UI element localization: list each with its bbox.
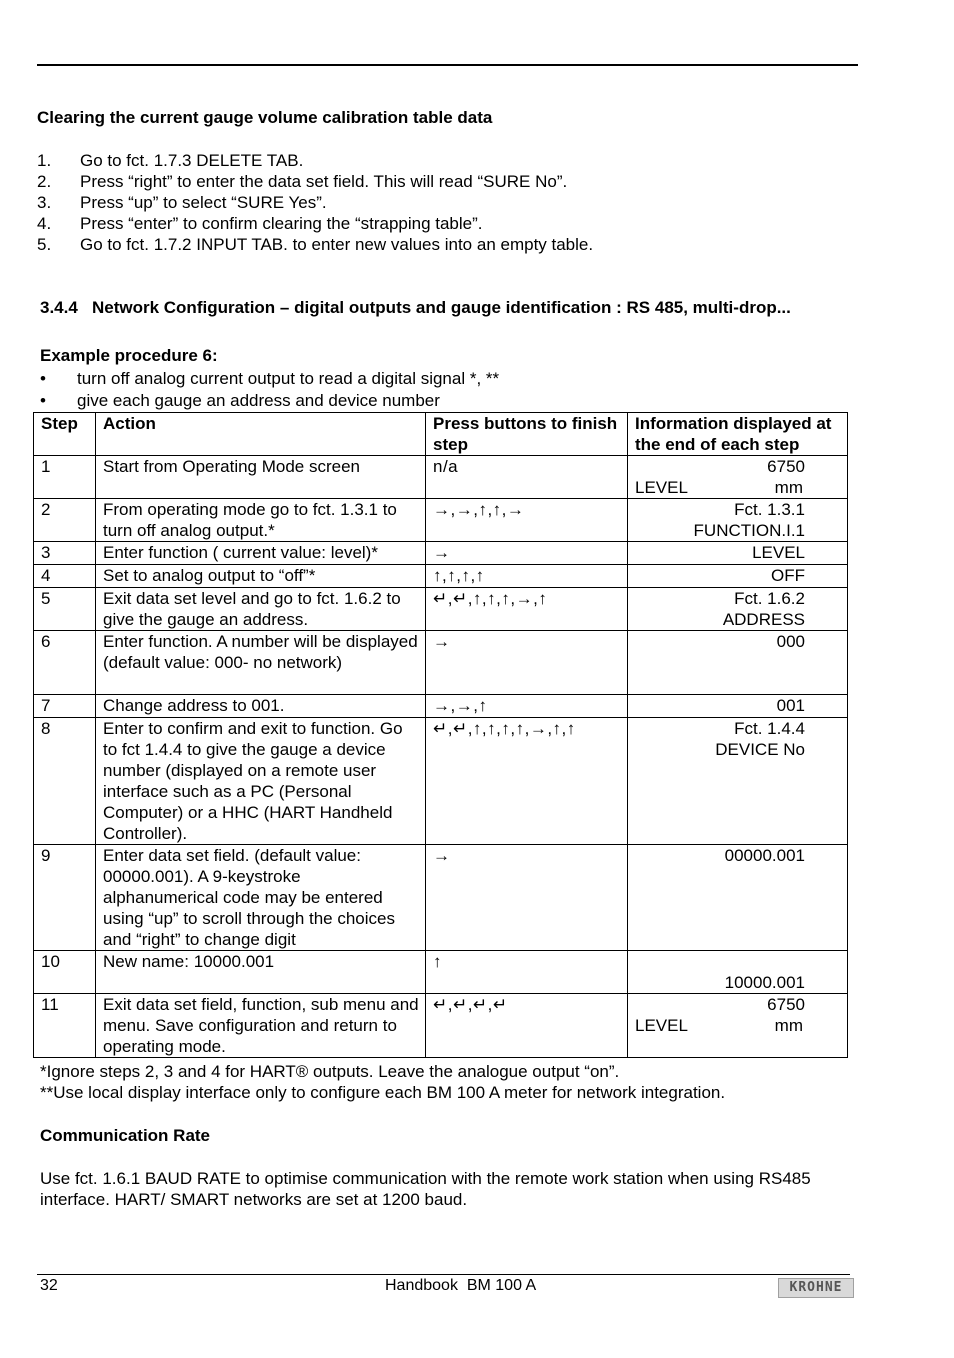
keys-cell: →,→,↑,↑,→ <box>426 499 628 542</box>
table-header-row <box>34 413 848 456</box>
info-cell: 001 <box>628 695 848 718</box>
handbook-title: Handbook BM 100 A <box>385 1277 537 1294</box>
network-section-heading: 3.4.4 Network Configuration – digital outputs and gauge identification : RS 485, multi-drop... <box>40 298 791 317</box>
info-cell: 6750 LEVEL mm <box>628 456 848 499</box>
step-cell: 1 <box>34 456 96 499</box>
list-item: 2. Press “right” to enter the data set field. This will read “SURE No”. <box>37 172 568 191</box>
keys-cell: ↑ <box>426 951 628 994</box>
col-header-info: Information displayed at the end of each step <box>628 413 848 456</box>
info-cell: 000 <box>628 631 848 695</box>
krohne-logo: KROHNE <box>778 1278 854 1298</box>
info-cell: Fct. 1.4.4 DEVICE No <box>628 718 848 845</box>
table-row <box>34 588 848 631</box>
table-row <box>34 951 848 994</box>
action-cell: Enter to confirm and exit to function. Go to fct 1.4.4 to give the gauge a device number (displayed on a remote user interface such as a PC (Personal Computer) or a HHC (HART Handheld Controller). <box>96 718 426 845</box>
keys-cell: → <box>426 845 628 951</box>
info-cell: 00000.001 <box>628 845 848 951</box>
info-cell: 10000.001 <box>628 951 848 994</box>
step-cell: 5 <box>34 588 96 631</box>
page-number: 32 <box>40 1277 58 1294</box>
keys-cell: ↑,↑,↑,↑ <box>426 565 628 588</box>
step-cell: 10 <box>34 951 96 994</box>
list-item: • give each gauge an address and device number <box>40 391 440 410</box>
note-local-display: **Use local display interface only to configure each BM 100 A meter for network integration. <box>40 1083 726 1102</box>
action-cell: Set to analog output to “off”* <box>96 565 426 588</box>
info-cell: OFF <box>628 565 848 588</box>
list-item: 3. Press “up” to select “SURE Yes”. <box>37 193 327 212</box>
clear-table-title: Clearing the current gauge volume calibration table data <box>37 108 493 127</box>
table-row <box>34 718 848 845</box>
table-row <box>34 499 848 542</box>
action-cell: From operating mode go to fct. 1.3.1 to turn off analog output.* <box>96 499 426 542</box>
list-item: 5. Go to fct. 1.7.2 INPUT TAB. to enter new values into an empty table. <box>37 235 594 254</box>
action-cell: Exit data set level and go to fct. 1.6.2 to give the gauge an address. <box>96 588 426 631</box>
info-cell: Fct. 1.6.2 ADDRESS <box>628 588 848 631</box>
footer-rule <box>37 1274 850 1275</box>
keys-cell: ↵,↵,↑,↑,↑,↑,→,↑,↑ <box>426 718 628 845</box>
table-row <box>34 456 848 499</box>
action-cell: Change address to 001. <box>96 695 426 718</box>
info-cell: 6750 LEVEL mm <box>628 994 848 1058</box>
table-row <box>34 542 848 565</box>
example-bullets <box>40 368 499 412</box>
keys-cell: ↵,↵,↑,↑,↑,→,↑ <box>426 588 628 631</box>
example-title: Example procedure 6: <box>40 346 218 365</box>
table-row <box>34 565 848 588</box>
communication-rate-text: Use fct. 1.6.1 BAUD RATE to optimise communication with the remote work station when using RS485 interface. HART/ SMART networks are set at 1200 baud. <box>40 1169 811 1209</box>
note-hart: *Ignore steps 2, 3 and 4 for HART® outputs. Leave the analogue output “on”. <box>40 1062 620 1081</box>
header-rule <box>37 64 858 66</box>
info-cell: Fct. 1.3.1 FUNCTION.I.1 <box>628 499 848 542</box>
keys-cell: →,→,↑ <box>426 695 628 718</box>
action-cell: Enter data set field. (default value: 00000.001). A 9-keystroke alphanumerical code may be entered using “up” to scroll through the choices and “right” to change digit <box>96 845 426 951</box>
table-row <box>34 631 848 695</box>
step-cell: 4 <box>34 565 96 588</box>
col-header-step: Step <box>34 413 96 456</box>
col-header-action: Action <box>96 413 426 456</box>
list-item: 1. Go to fct. 1.7.3 DELETE TAB. <box>37 151 304 170</box>
table-notes <box>40 1061 725 1103</box>
info-cell: LEVEL <box>628 542 848 565</box>
keys-cell: ↵,↵,↵,↵ <box>426 994 628 1058</box>
step-cell: 8 <box>34 718 96 845</box>
action-cell: Enter function. A number will be displayed (default value: 000- no network) <box>96 631 426 695</box>
action-cell: Enter function ( current value: level)* <box>96 542 426 565</box>
communication-rate-title: Communication Rate <box>40 1126 211 1145</box>
list-item: 4. Press “enter” to confirm clearing the “strapping table”. <box>37 214 483 233</box>
step-cell: 6 <box>34 631 96 695</box>
table-row <box>34 994 848 1058</box>
step-cell: 11 <box>34 994 96 1058</box>
keys-cell: → <box>426 542 628 565</box>
step-cell: 9 <box>34 845 96 951</box>
keys-cell: → <box>426 631 628 695</box>
action-cell: Exit data set field, function, sub menu and menu. Save configuration and return to operating mode. <box>96 994 426 1058</box>
list-item: • turn off analog current output to read a digital signal *, ** <box>40 369 500 388</box>
clear-steps-list <box>37 150 593 255</box>
procedure-table <box>33 412 848 1058</box>
col-header-keys: Press buttons to finish step <box>426 413 628 456</box>
step-cell: 7 <box>34 695 96 718</box>
step-cell: 2 <box>34 499 96 542</box>
action-cell: New name: 10000.001 <box>96 951 426 994</box>
action-cell: Start from Operating Mode screen <box>96 456 426 499</box>
table-row <box>34 845 848 951</box>
keys-cell: n/a <box>426 456 628 499</box>
step-cell: 3 <box>34 542 96 565</box>
table-row <box>34 695 848 718</box>
